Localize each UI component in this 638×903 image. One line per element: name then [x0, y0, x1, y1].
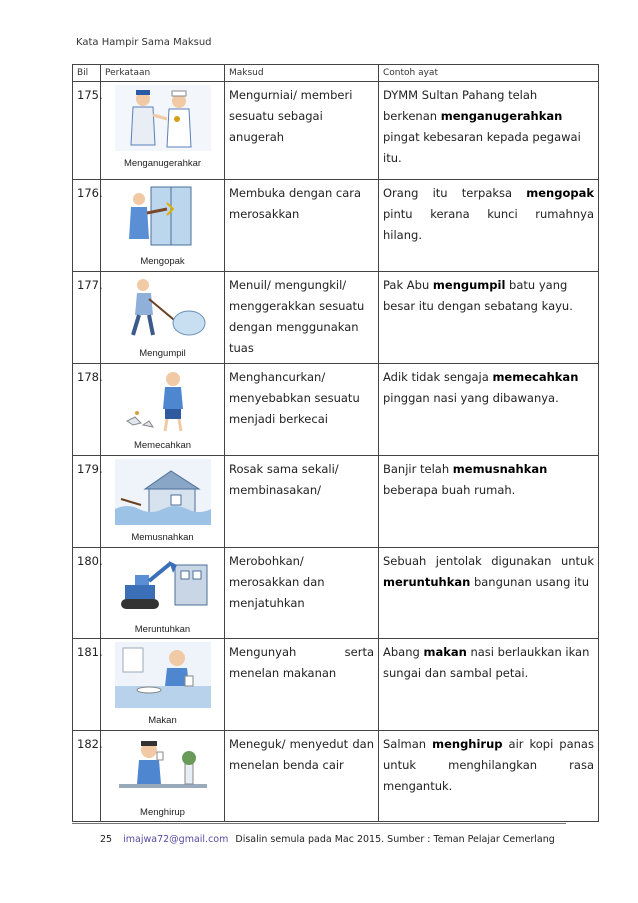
example-sentence: Abang makan nasi berlaukkan ikan sungai dan sambal petai.	[379, 639, 599, 731]
row-number: 181.	[73, 639, 101, 731]
page-footer	[100, 834, 555, 845]
table-row	[73, 364, 599, 456]
contact-email-link[interactable]: imajwa72@gmail.com	[123, 834, 229, 845]
keyword: menghirup	[432, 737, 503, 751]
example-sentence: Pak Abu mengumpil batu yang besar itu dengan sebatang kayu.	[379, 272, 599, 364]
award-ceremony-illustration-icon	[115, 85, 211, 151]
forced-door-illustration-icon	[115, 183, 211, 249]
keyword: menganugerahkan	[440, 109, 563, 123]
word-caption: Meruntuhkan	[134, 624, 191, 635]
word-caption: Menghirup	[140, 807, 185, 818]
example-sentence: Banjir telah memusnahkan beberapa buah rumah.	[379, 456, 599, 548]
word-picture-cell	[101, 180, 225, 272]
drinking-boy-illustration-icon	[115, 734, 211, 800]
keyword: memecahkan	[492, 370, 579, 384]
table-row	[73, 456, 599, 548]
example-sentence: Sebuah jentolak digunakan untuk meruntuhkan bangunan usang itu	[379, 548, 599, 639]
header-bil: Bil	[73, 65, 101, 82]
word-meaning: Mengunyah serta menelan makanan	[225, 639, 379, 731]
word-meaning: Menghancurkan/ menyebabkan sesuatu menjadi berkecai	[225, 364, 379, 456]
word-meaning: Menuil/ mengungkil/ menggerakkan sesuatu dengan menggunakan tuas	[225, 272, 379, 364]
example-sentence: Adik tidak sengaja memecahkan pinggan nasi yang dibawanya.	[379, 364, 599, 456]
example-sentence: Salman menghirup air kopi panas untuk menghilangkan rasa mengantuk.	[379, 731, 599, 822]
word-picture-cell	[101, 548, 225, 639]
word-picture-cell	[101, 82, 225, 180]
table-row	[73, 731, 599, 822]
page-number: 25	[100, 834, 113, 845]
keyword: meruntuhkan	[383, 575, 471, 589]
word-caption: Mengumpil	[139, 348, 186, 359]
row-number: 175.	[73, 82, 101, 180]
word-picture-cell	[101, 364, 225, 456]
example-sentence: DYMM Sultan Pahang telah berkenan menganugerahkan pingat kebesaran kepada pegawai itu.	[379, 82, 599, 180]
row-number: 178.	[73, 364, 101, 456]
table-row	[73, 639, 599, 731]
row-number: 182.	[73, 731, 101, 822]
word-caption: Memecahkan	[133, 440, 192, 451]
word-caption: Menganugerahkar	[123, 158, 202, 169]
flooded-house-illustration-icon	[115, 459, 211, 525]
table-row	[73, 272, 599, 364]
page-header-title: Kata Hampir Sama Maksud	[76, 37, 212, 48]
example-sentence: Orang itu terpaksa mengopak pintu kerana kunci rumahnya hilang.	[379, 180, 599, 272]
source-note: Disalin semula pada Mac 2015. Sumber : Teman Pelajar Cemerlang	[235, 834, 555, 845]
keyword: mengopak	[526, 186, 594, 200]
row-number: 180.	[73, 548, 101, 639]
word-meaning: Meneguk/ menyedut dan menelan benda cair	[225, 731, 379, 822]
word-picture-cell	[101, 639, 225, 731]
keyword: memusnahkan	[452, 462, 548, 476]
word-picture-cell	[101, 731, 225, 822]
word-picture-cell	[101, 456, 225, 548]
word-meaning: Rosak sama sekali/ membinasakan/	[225, 456, 379, 548]
row-number: 177.	[73, 272, 101, 364]
word-picture-cell	[101, 272, 225, 364]
vocabulary-table	[72, 64, 599, 822]
word-meaning: Membuka dengan cara merosakkan	[225, 180, 379, 272]
bulldozer-illustration-icon	[115, 551, 211, 617]
table-row	[73, 548, 599, 639]
word-caption: Mengopak	[140, 256, 185, 267]
row-number: 176.	[73, 180, 101, 272]
word-caption: Memusnahkan	[131, 532, 194, 543]
header-contoh-ayat: Contoh ayat	[379, 65, 599, 82]
word-meaning: Merobohkan/ merosakkan dan menjatuhkan	[225, 548, 379, 639]
eating-boy-illustration-icon	[115, 642, 211, 708]
footer-divider	[72, 823, 566, 824]
word-meaning: Mengurniai/ memberi sesuatu sebagai anugerah	[225, 82, 379, 180]
word-caption: Makan	[148, 715, 177, 726]
table-row	[73, 180, 599, 272]
row-number: 179.	[73, 456, 101, 548]
table-row	[73, 82, 599, 180]
keyword: makan	[423, 645, 467, 659]
broken-plate-illustration-icon	[115, 367, 211, 433]
lever-rock-illustration-icon	[115, 275, 211, 341]
header-perkataan: Perkataan	[101, 65, 225, 82]
table-header-row	[73, 65, 599, 82]
keyword: mengumpil	[432, 278, 506, 292]
header-maksud: Maksud	[225, 65, 379, 82]
